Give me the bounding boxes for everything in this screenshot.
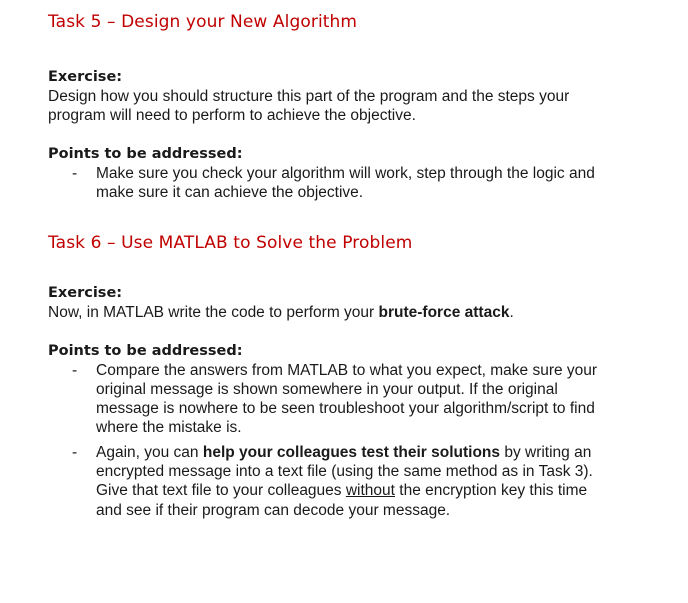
task6-exercise-label: Exercise: (48, 284, 123, 301)
task6-exercise-text (48, 303, 668, 322)
task5-exercise-text: Design how you should structure this part of the program and the steps your program will need to perform to achieve the objective. (48, 88, 570, 124)
task5-exercise-label: Exercise: (48, 69, 123, 85)
task5-heading: Task 5 – Design your New Algorithm (48, 12, 358, 32)
list-item (48, 361, 603, 438)
task6-exercise-text-bold: brute-force attack (378, 303, 510, 321)
task6-exercise-text-post: . (509, 303, 514, 321)
task6-heading: Task 6 – Use MATLAB to Solve the Problem (48, 232, 413, 253)
task5-points-list (48, 164, 608, 203)
bullet-dash: - (72, 165, 78, 182)
task6-point-1-text: Compare the answers from MATLAB to what you expect, make sure your original message is shown somewhere in your output. If the original message is nowhere to be seen troubleshoot your algorithm/script to find where the mistake is. (96, 361, 598, 437)
task6-point-2-bold: help your colleagues test their solutions (202, 443, 501, 461)
bullet-dash: - (72, 443, 78, 461)
bullet-dash: - (72, 361, 78, 379)
task6-points-list (48, 361, 603, 520)
list-item (48, 443, 603, 520)
list-item (48, 164, 608, 203)
task6-points-label: Points to be addressed: (48, 342, 243, 359)
task5-points-label: Points to be addressed: (48, 146, 243, 162)
task6-point-2-underline: without (345, 482, 395, 500)
task6-point-2-post: the encryption key this time and see if their program can decode your message. (96, 482, 588, 519)
task6-point-2-mid: by writing an encrypted message into a text file (using the same method as in Task 3). Give that text file to your colleagues (96, 443, 593, 500)
task5-point-1-text: Make sure you check your algorithm will work, step through the logic and make sure it can achieve the objective. (96, 165, 595, 202)
document-page (48, 10, 668, 520)
task6-point-2-pre: Again, you can (96, 443, 203, 461)
task6-exercise-text-pre: Now, in MATLAB write the code to perform your (48, 303, 379, 321)
